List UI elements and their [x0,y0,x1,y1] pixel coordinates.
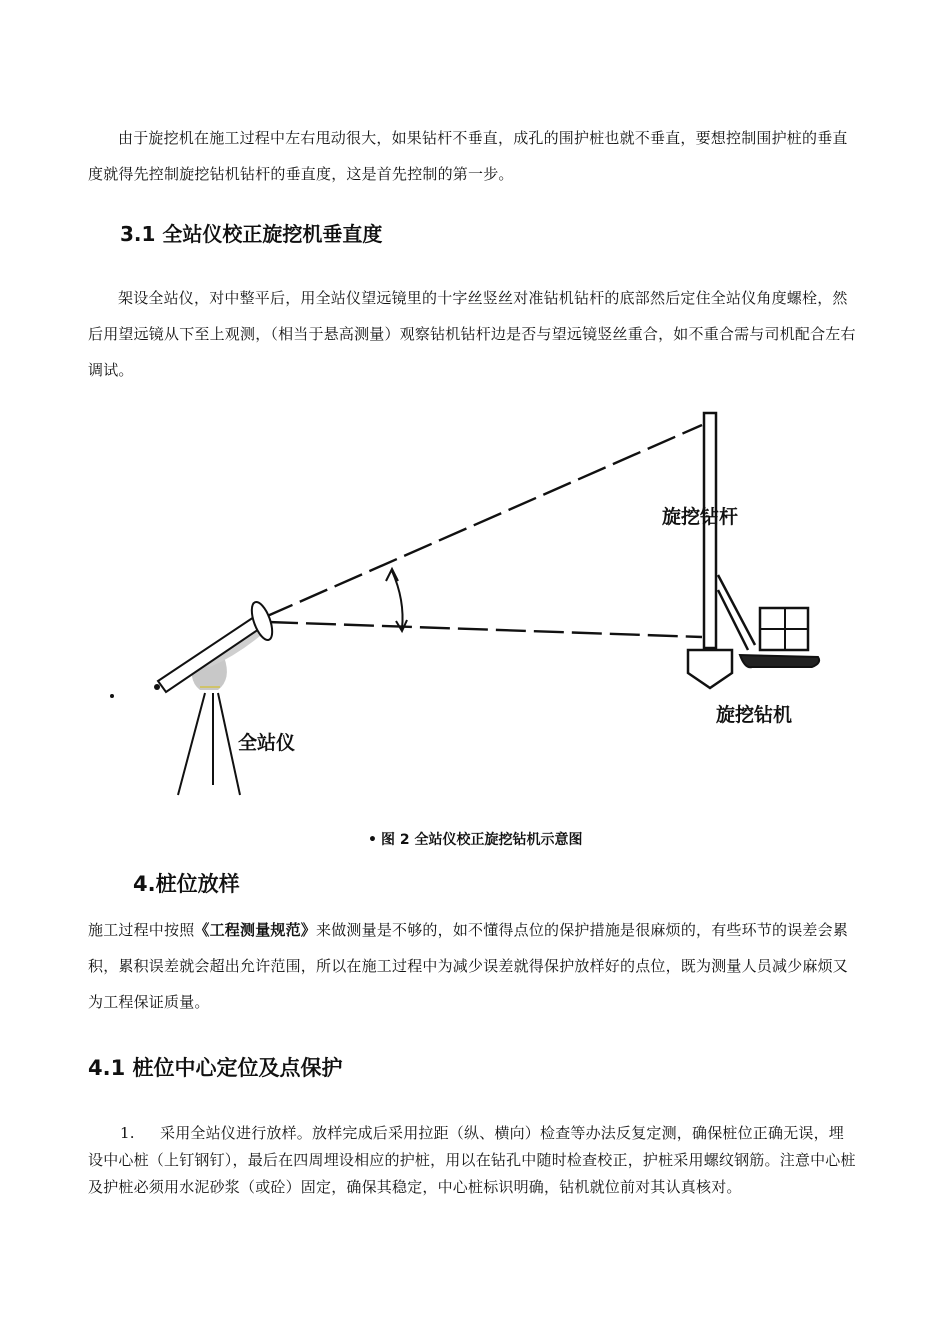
heading-4-1: 4.1 桩位中心定位及点保护 [88,1056,343,1080]
telescope-eyepiece [154,684,160,690]
label-drill-rod: 旋挖钻杆 [662,506,739,528]
caption-text: 图 2 全站仪校正旋挖钻机示意图 [380,832,583,848]
list-item-1-text: 采用全站仪进行放样。放样完成后采用拉距（纵、横向）检查等办法反复定测，确保桩位正确无误，埋设中心桩（上钉钢钉），最后在四周埋设相应的护桩，用以在钻孔中随时检查校正，护桩采用螺纹钢筋。注意中心桩及护桩必须用水泥砂浆（或砼）固定，确保其稳定，中心桩标识明确，钻机就位前对其认真核对。 [88,1124,856,1196]
list-item-1 [88,1120,858,1201]
list-item-1-number: 1. [120,1124,135,1142]
diagram-svg [0,395,950,825]
heading-3-1: 3.1 全站仪校正旋挖机垂直度 [120,222,383,246]
paragraph-total-station-setup: 架设全站仪，对中整平后，用全站仪望远镜里的十字丝竖丝对准钻机钻杆的底部然后定住全站仪角度螺栓，然后用望远镜从下至上观测，（相当于悬高测量）观察钻机钻杆边是否与望远镜竖丝重合，如不重合需与司机配合左右调试。 [88,289,856,379]
caption-bullet: • [368,832,377,848]
paragraph3-after: 来做测量是不够的，如不懂得点位的保护措施是很麻烦的，有些环节的误差会累积，累积误差就会超出允许范围，所以在施工过程中为减少误差就得保护放样好的点位，既为测量人员减少麻烦又为工程保证质量。 [88,921,849,1011]
drill-bucket [688,650,732,688]
drill-tracks [740,655,819,667]
label-total-station: 全站仪 [238,732,296,754]
heading-4: 4.桩位放样 [133,872,240,896]
paragraph3-bold-title: 《工程测量规范》 [194,921,317,939]
drill-rod [704,413,716,648]
drill-boom [718,575,755,650]
lower-sight-line [268,622,702,637]
stray-dot [110,694,114,698]
upper-sight-line [265,425,702,617]
paragraph3-before: 施工过程中按照 [88,921,195,939]
tripod-leg-right [218,693,240,795]
figure-caption [368,829,582,849]
paragraph-rotary-rig-verticality: 由于旋挖机在施工过程中左右甩动很大，如果钻杆不垂直，成孔的围护桩也就不垂直，要想控制围护桩的垂直度就得先控制旋挖钻机钻杆的垂直度，这是首先控制的第一步。 [88,129,848,183]
label-drill-machine: 旋挖钻机 [716,704,793,726]
paragraph-pile-layout [88,912,858,1020]
angle-arrow-up [386,569,398,581]
tripod-leg-left [178,693,205,795]
figure-total-station-diagram [0,395,950,825]
